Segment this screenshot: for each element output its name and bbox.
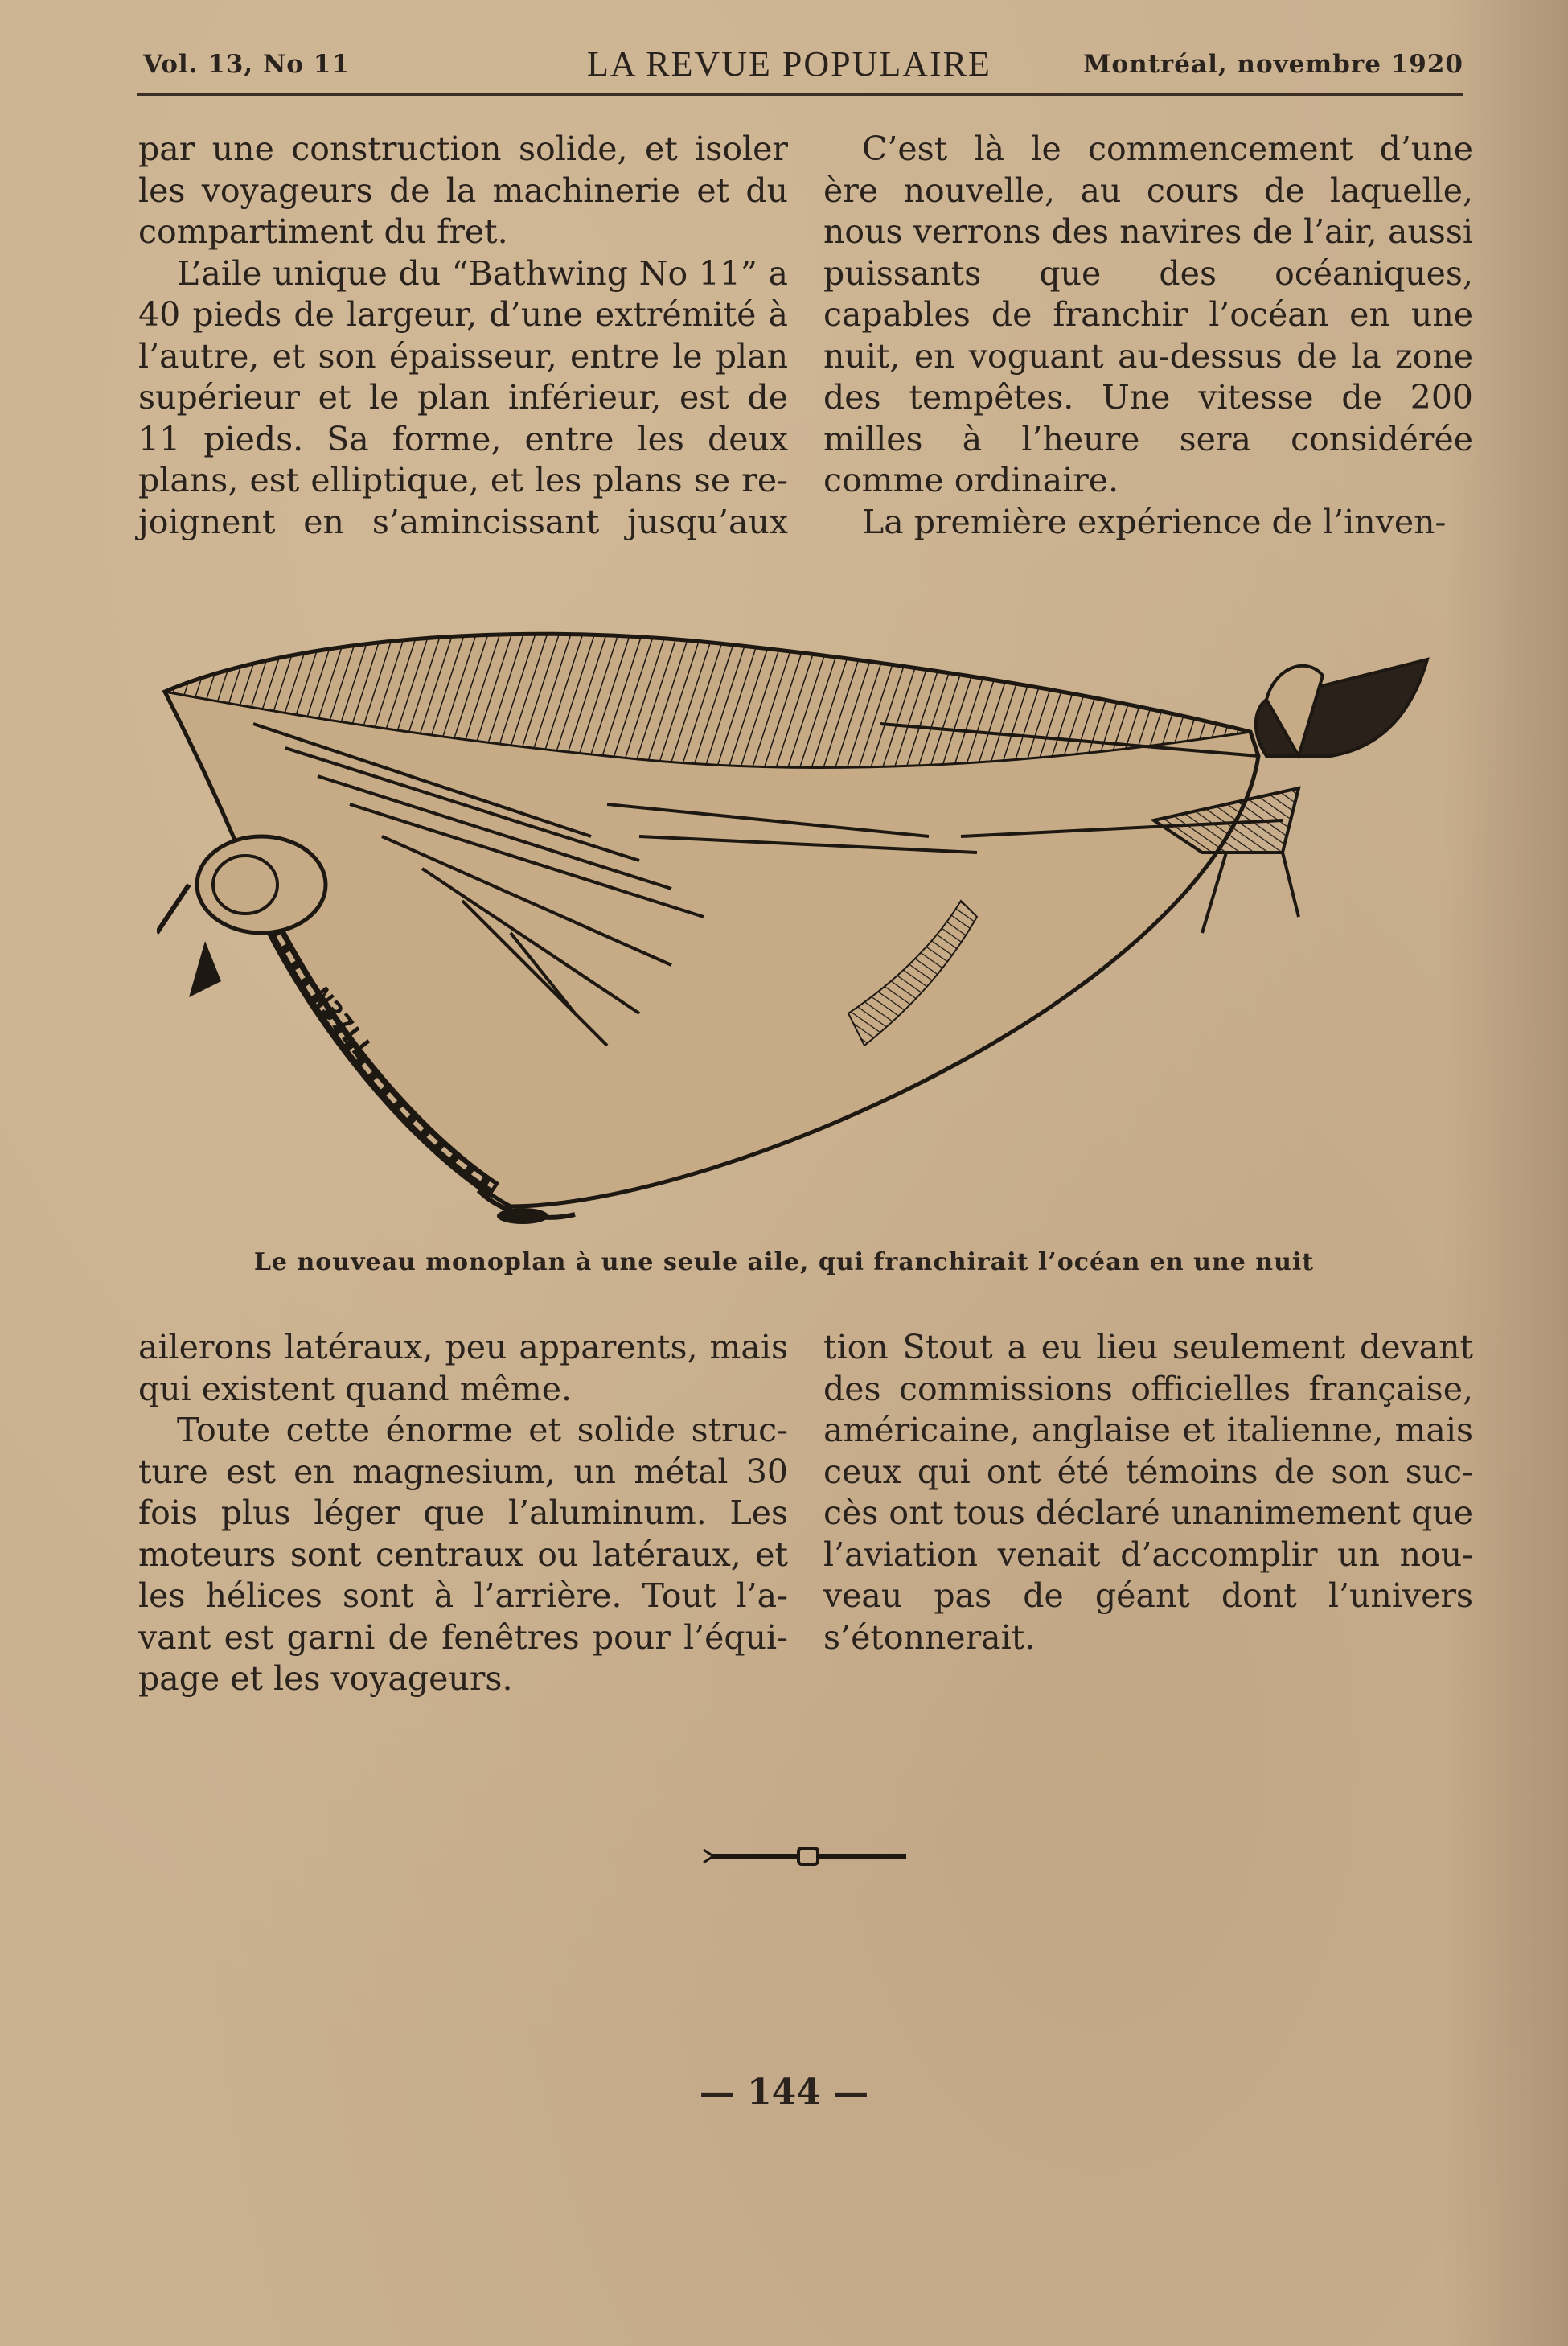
monoplane-drawing [157, 595, 1443, 1239]
issue-volume: Vol. 13, No 11 [143, 50, 350, 79]
wing-marking: N37LL [303, 981, 380, 1067]
issue-place-date: Montréal, novembre 1920 [1083, 50, 1463, 79]
column-right-top [823, 129, 1473, 543]
paragraph: tion Stout a eu lieu seulement devant des commissions officielles française, américaine, anglaise et italienne, mais ceux qui ont été témoins de son succès ont tous déclaré unanimement que l’aviation venait d’accomplir un nouveau pas de géant dont l’univers s’étonnerait. [823, 1328, 1473, 1657]
paragraph: par une construction solide, et isoler les voyageurs de la machinerie et du compartiment du fret. [138, 129, 788, 251]
paragraph: Toute cette énorme et solide structure est en magnesium, un métal 30 fois plus léger que l’aluminum. Les moteurs sont centraux ou latéraux, et les hélices sont à l’arrière. Tout l’avant est garni de fenêtres pour l’équipage et les voyageurs. [138, 1411, 788, 1698]
column-left-top [138, 129, 788, 543]
column-right-bottom [823, 1327, 1473, 1658]
paragraph: C’est là le commencement d’une ère nouvelle, au cours de laquelle, nous verrons des navires de l’air, aussi puissants que des océaniques, capables de franchir l’océan en une nuit, en voguant au-dessus de la zone des tempêtes. Une vitesse de 200 milles à l’heure sera considérée comme ordinaire. [823, 129, 1473, 499]
divider-icon [696, 1840, 921, 1872]
paragraph: L’aile unique du “Bathwing No 11” a 40 pieds de largeur, d’une extrémité à l’autre, et son épaisseur, entre le plan supérieur et le plan inférieur, est de 11 pieds. Sa forme, entre les deux plans, est elliptique, et les plans se rejoignent en s’amincissant jusqu’aux [138, 253, 788, 541]
figure-caption: Le nouveau monoplan à une seule aile, qui franchirait l’océan en une nuit [253, 1248, 1315, 1276]
column-left-bottom [138, 1327, 788, 1700]
magazine-title: LA REVUE POPULAIRE [587, 44, 991, 84]
paragraph: La première expérience de l’inven- [862, 502, 1447, 541]
section-divider-ornament [696, 1840, 921, 1872]
monoplane-illustration [157, 595, 1443, 1239]
header-rule [137, 93, 1463, 96]
paragraph: ailerons latéraux, peu apparents, mais qui existent quand même. [138, 1328, 788, 1408]
page-number: — 144 — [699, 2072, 869, 2113]
page-header [137, 43, 1463, 92]
